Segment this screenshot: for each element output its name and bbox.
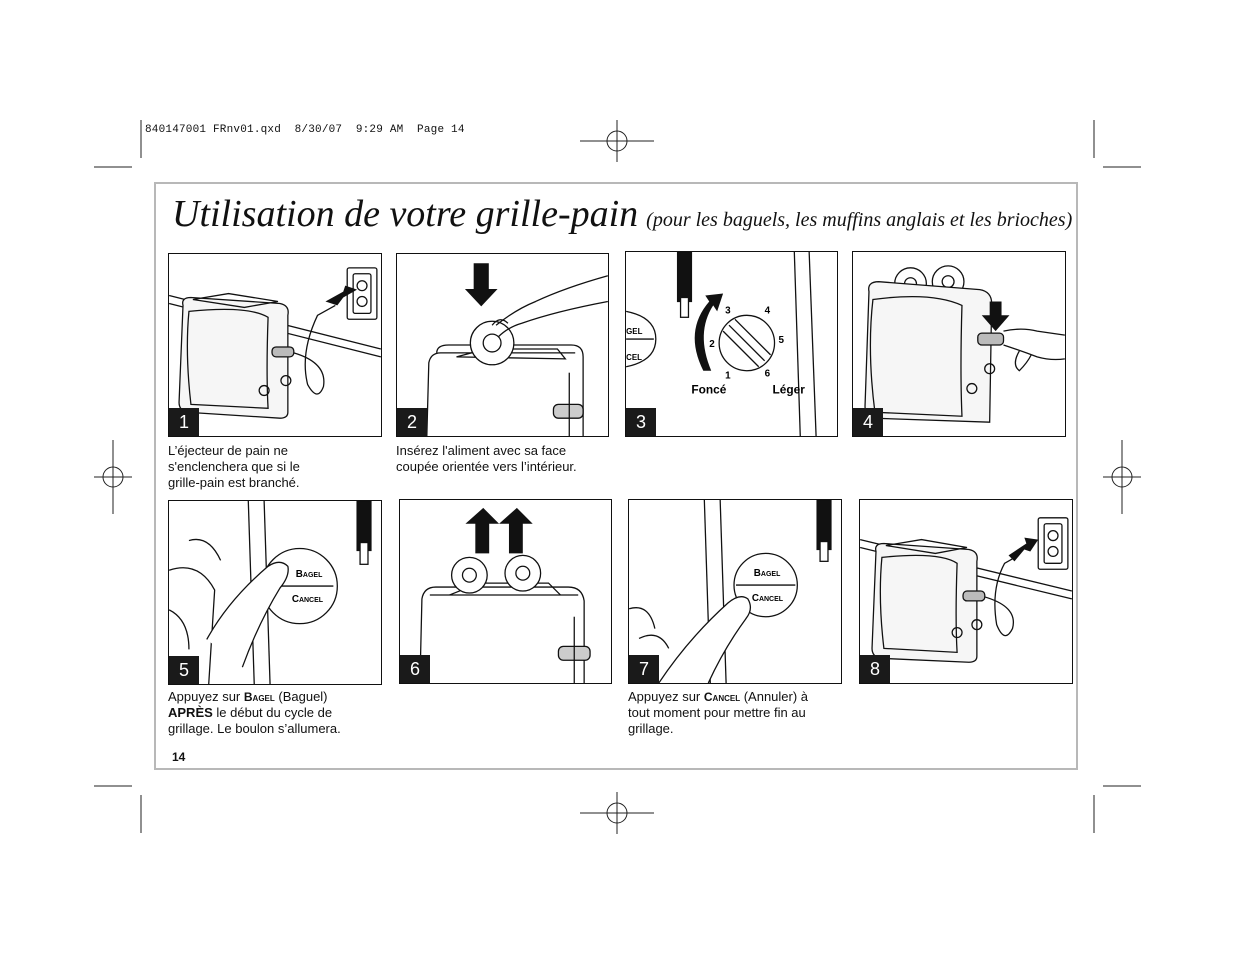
page-number: 14 <box>172 750 186 764</box>
step-badge: 8 <box>860 655 890 683</box>
caption-button-name: Bagel <box>243 690 275 704</box>
step-5-illustration <box>168 500 382 685</box>
caption-line: L’éjecteur de pain ne <box>168 443 288 458</box>
step-badge: 2 <box>397 408 427 436</box>
step-2-caption <box>396 443 611 475</box>
caption-button-name: Cancel <box>703 690 741 704</box>
step-badge: 7 <box>629 655 659 683</box>
caption-line: s'enclenchera que si le <box>168 459 300 474</box>
step-2-illustration <box>396 253 609 437</box>
step-5-caption <box>168 689 388 737</box>
page-title <box>172 192 1072 236</box>
bagel-button-fragment: GEL <box>626 327 643 337</box>
dial-number: 6 <box>764 368 771 380</box>
file-slug: 840147001 FRnv01.qxd 8/30/07 9:29 AM Page 14 <box>145 124 465 136</box>
pressing-lever-image <box>853 252 1065 436</box>
step-7-caption <box>628 689 843 737</box>
caption-line <box>628 689 843 705</box>
caption-text: Appuyez sur <box>628 689 704 704</box>
bagel-button-label: Bagel <box>295 569 323 581</box>
step-8-illustration <box>859 499 1073 684</box>
caption-line <box>168 689 388 705</box>
title-main: Utilisation de votre grille-pain <box>172 193 639 235</box>
caption-emphasis: APRÈS <box>168 705 213 720</box>
step-badge: 4 <box>853 408 883 436</box>
step-badge: 1 <box>169 408 199 436</box>
caption-line: tout moment pour mettre fin au <box>628 705 806 720</box>
dial-number: 1 <box>725 370 731 382</box>
step-badge: 3 <box>626 408 656 436</box>
pressing-bagel-button-image <box>169 501 381 684</box>
caption-line: grille-pain est branché. <box>168 475 300 490</box>
toaster-plugging-in-image <box>169 254 381 436</box>
dial-dark-label: Foncé <box>691 382 727 397</box>
inserting-bagel-image <box>397 254 608 436</box>
toaster-unplugging-image <box>860 500 1072 683</box>
caption-text: Appuyez sur <box>168 689 244 704</box>
dial-number: 5 <box>778 335 784 347</box>
dial-number: 2 <box>709 338 715 350</box>
step-badge: 5 <box>169 656 199 684</box>
step-3-illustration <box>625 251 838 437</box>
step-6-illustration <box>399 499 612 684</box>
caption-line: grillage. <box>628 721 674 736</box>
step-1-illustration <box>168 253 382 437</box>
step-7-illustration <box>628 499 842 684</box>
caption-line: coupée orientée vers l’intérieur. <box>396 459 577 474</box>
dial-number: 3 <box>725 305 731 317</box>
caption-line: grillage. Le boulon s’allumera. <box>168 721 341 736</box>
dial-light-label: Léger <box>772 382 805 397</box>
bagel-button-label: Bagel <box>753 568 781 580</box>
step-1-caption <box>168 443 378 491</box>
dial-number: 4 <box>764 305 771 317</box>
cancel-button-label: Cancel <box>751 592 784 604</box>
caption-line <box>168 705 388 721</box>
toast-popping-up-image <box>400 500 611 683</box>
cancel-button-label: Cancel <box>291 593 324 605</box>
cancel-button-fragment: CEL <box>626 352 642 362</box>
caption-line: Insérez l'aliment avec sa face <box>396 443 567 458</box>
step-4-illustration <box>852 251 1066 437</box>
title-subtitle: (pour les baguels, les muffins anglais et les brioches) <box>646 209 1073 231</box>
step-badge: 6 <box>400 655 430 683</box>
caption-text: (Annuler) à <box>740 689 809 704</box>
pressing-cancel-button-image <box>629 500 841 683</box>
shade-dial-image <box>626 252 837 436</box>
caption-text: le début du cycle de <box>212 705 333 720</box>
caption-text: (Baguel) <box>274 689 328 704</box>
